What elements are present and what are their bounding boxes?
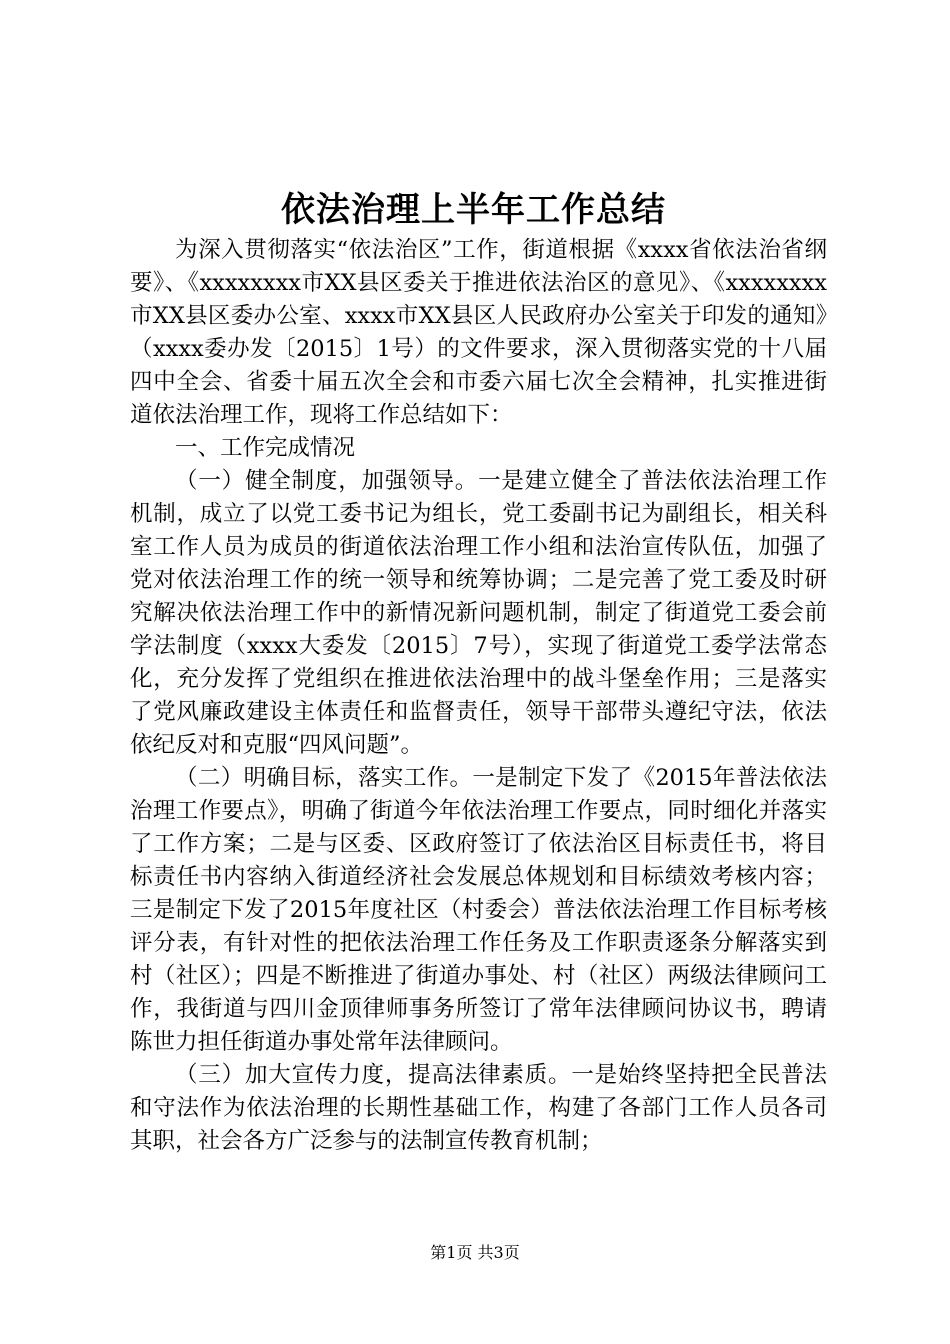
paragraph-publicity-legal-quality: （三）加大宣传力度，提高法律素质。一是始终坚持把全民普法和守法作为依法治理的长期性基础工作，构建了各部门工作人员各司其职，社会各方广泛参与的法制宣传教育机制；	[130, 1062, 827, 1154]
page-number-footer: 第1页 共3页	[430, 1243, 520, 1262]
intro-paragraph: 为深入贯彻落实“依法治区”工作，街道根据《xxxx省依法治省纲要》、《xxxxxxxx市XX县区委关于推进依法治区的意见》、《xxxxxxxx市XX县区委办公室、xxxx市XX县区人民政府办公室关于印发的通知》（xxxx委办发〔2015〕1号）的文件要求，深入贯彻落实党的十八届四中全会、省委十届五次全会和市委六届七次全会精神，扎实推进街道依法治理工作，现将工作总结如下：	[130, 237, 827, 428]
paragraph-goals-implementation: （二）明确目标，落实工作。一是制定下发了《2015年普法依法治理工作要点》，明确了街道今年依法治理工作要点，同时细化并落实了工作方案；二是与区委、区政府签订了依法治区目标责任书，将目标责任书内容纳入街道经济社会发展总体规划和目标绩效考核内容；三是制定下发了2015年度社区（村委会）普法依法治理工作目标考核评分表，有针对性的把依法治理工作任务及工作职责逐条分解落实到村（社区）；四是不断推进了街道办事处、村（社区）两级法律顾问工作，我街道与四川金顶律师事务所签订了常年法律顾问协议书，聘请陈世力担任街道办事处常年法律顾问。	[130, 765, 827, 1055]
section-heading-work-completion: 一、工作完成情况	[175, 435, 356, 461]
document-title: 依法治理上半年工作总结	[281, 190, 666, 230]
document-page	[130, 186, 827, 1158]
paragraph-system-leadership: （一）健全制度，加强领导。一是建立健全了普法依法治理工作机制，成立了以党工委书记为组长，党工委副书记为副组长，相关科室工作人员为成员的街道依法治理工作小组和法治宣传队伍，加强了党对依法治理工作的统一领导和统筹协调；二是完善了党工委及时研究解决依法治理工作中的新情况新问题机制，制定了街道党工委会前学法制度（xxxx大委发〔2015〕7号），实现了街道党工委学法常态化，充分发挥了党组织在推进依法治理中的战斗堡垒作用；三是落实了党风廉政建设主体责任和监督责任，领导干部带头遵纪守法，依法依纪反对和克服“四风问题”。	[130, 468, 827, 758]
